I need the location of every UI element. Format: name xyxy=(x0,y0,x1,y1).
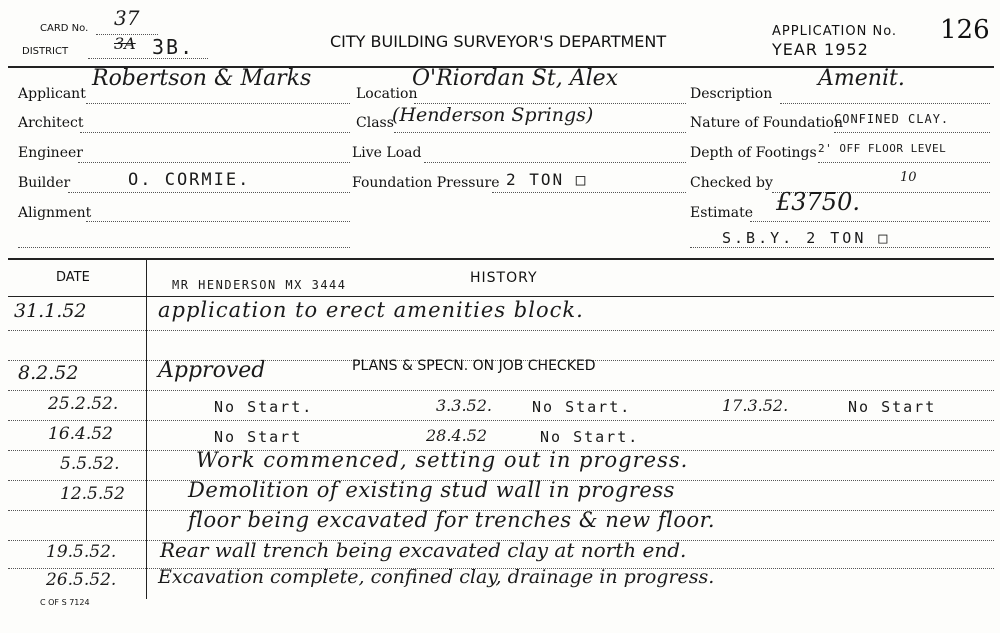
builder-line xyxy=(68,192,350,193)
history-entry-2: No Start. xyxy=(532,398,632,416)
description-line xyxy=(780,103,990,104)
applicant-label: Applicant xyxy=(18,86,86,102)
builder-value: O. CORMIE. xyxy=(128,170,251,190)
alignment-line xyxy=(86,221,350,222)
history-row-line xyxy=(8,330,994,331)
applicant-line xyxy=(86,103,350,104)
estimate-label: Estimate xyxy=(690,205,754,221)
date-header: DATE xyxy=(56,270,90,285)
history-date: 26.5.52. xyxy=(46,570,117,590)
application-no-value: 126 xyxy=(940,15,990,45)
estimate-suffix: 10 xyxy=(900,170,917,185)
history-row-line xyxy=(8,390,994,391)
description-label: Description xyxy=(690,86,773,102)
history-entry: Work commenced, setting out in progress. xyxy=(196,448,689,472)
history-row-line xyxy=(8,420,994,421)
alignment-line-2 xyxy=(18,247,350,248)
history-date: 31.1.52 xyxy=(14,300,87,322)
district-label: DISTRICT xyxy=(22,46,69,57)
class-label: Class xyxy=(356,115,394,131)
district-line xyxy=(88,58,208,59)
depth-of-footings-line xyxy=(818,162,990,163)
history-header-rule xyxy=(8,296,994,297)
live-load-line xyxy=(424,162,686,163)
history-entry: Approved xyxy=(158,358,266,383)
history-entry: application to erect amenities block. xyxy=(158,298,584,322)
history-entry: Excavation complete, confined clay, drainage in progress. xyxy=(158,566,715,588)
plans-note: PLANS & SPECN. ON JOB CHECKED xyxy=(352,358,596,374)
history-entry-2: No Start. xyxy=(540,428,640,446)
foundation-pressure-line xyxy=(492,192,686,193)
history-date-3: 17.3.52. xyxy=(722,396,789,415)
builder-label: Builder xyxy=(18,175,71,191)
history-date: 25.2.52. xyxy=(48,394,119,414)
department-title: CITY BUILDING SURVEYOR'S DEPARTMENT xyxy=(330,32,667,51)
live-load-label: Live Load xyxy=(352,145,422,161)
date-column-divider xyxy=(146,259,147,599)
foundation-pressure-label: Foundation Pressure xyxy=(352,175,500,191)
location-label: Location xyxy=(356,86,418,102)
nature-of-foundation-label: Nature of Foundation xyxy=(690,115,843,131)
district-struck-value: 3A xyxy=(114,34,136,53)
engineer-label: Engineer xyxy=(18,145,83,161)
history-entry: Demolition of existing stud wall in progress xyxy=(188,478,675,502)
history-date-2: 3.3.52. xyxy=(436,396,492,415)
applicant-value: Robertson & Marks xyxy=(92,66,312,91)
estimate-value: £3750. xyxy=(776,188,860,216)
details-rule xyxy=(8,258,994,260)
depth-of-footings-label: Depth of Footings xyxy=(690,145,817,161)
contact-note: MR HENDERSON MX 3444 xyxy=(172,278,347,292)
history-date: 16.4.52 xyxy=(48,424,113,444)
history-date: 5.5.52. xyxy=(60,454,120,474)
estimate-line xyxy=(750,221,990,222)
history-date: 12.5.52 xyxy=(60,484,125,504)
architect-line xyxy=(80,132,350,133)
architect-label: Architect xyxy=(18,115,84,131)
history-entry: No Start. xyxy=(214,398,314,416)
history-header: HISTORY xyxy=(470,270,538,286)
alignment-label: Alignment xyxy=(18,205,92,221)
history-entry: No Start xyxy=(214,428,303,446)
district-value: 3B. xyxy=(152,35,195,59)
class-value: (Henderson Springs) xyxy=(392,104,594,126)
year-label: YEAR 1952 xyxy=(772,40,869,59)
form-code: C OF S 7124 xyxy=(40,598,90,607)
card-no-label: CARD No. xyxy=(40,23,89,34)
depth-of-footings-value: 2' OFF FLOOR LEVEL xyxy=(818,142,947,155)
history-date-2: 28.4.52 xyxy=(426,426,488,445)
history-entry-3: No Start xyxy=(848,398,937,416)
history-entry: Rear wall trench being excavated clay at north end. xyxy=(160,538,687,562)
engineer-line xyxy=(78,162,350,163)
application-no-label: APPLICATION No. xyxy=(772,24,898,39)
card-no-value: 37 xyxy=(114,6,140,30)
nature-of-foundation-value: CONFINED CLAY. xyxy=(834,112,950,126)
sby-value: S.B.Y. 2 TON □ xyxy=(722,229,891,247)
checked-by-label: Checked by xyxy=(690,175,773,191)
history-date: 8.2.52 xyxy=(18,362,79,384)
nature-of-foundation-line xyxy=(834,132,990,133)
location-value: O'Riordan St, Alex xyxy=(412,66,619,91)
class-line xyxy=(394,132,686,133)
history-entry: floor being excavated for trenches & new floor. xyxy=(188,508,716,532)
sby-line xyxy=(690,247,990,248)
foundation-pressure-value: 2 TON □ xyxy=(506,170,588,189)
history-date: 19.5.52. xyxy=(46,542,117,562)
description-value: Amenit. xyxy=(818,66,905,91)
